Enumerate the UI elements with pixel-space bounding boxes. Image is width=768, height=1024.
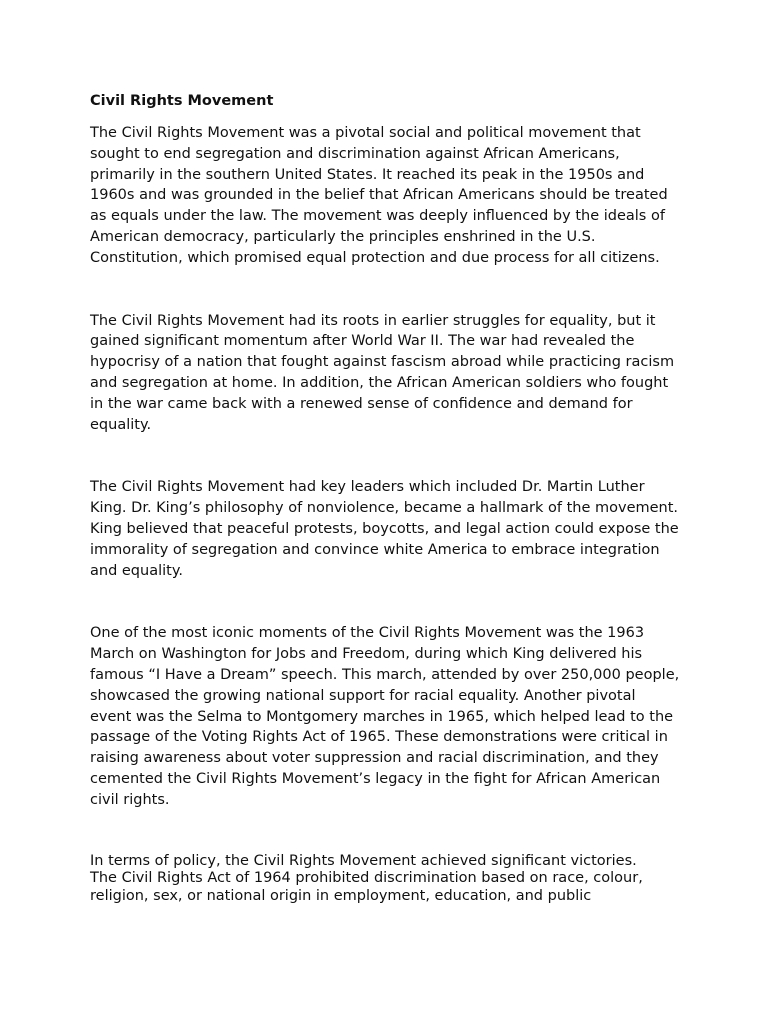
paragraph-iconic-moments: One of the most iconic moments of the Civil Rights Movement was the 1963 March on Washington for Jobs and Freedom, during which King delivered his famous “I Have a Dream” speech. This march, attended by over 250,000 people, showcased the growing national support for racial equality. Another pivotal event was the Selma to Montgomery marches in 1965, which helped lead to the passage of the Voting Rights Act of 1965. These demonstrations were critical in raising awareness about voter suppression and racial discrimination, and they cemented the Civil Rights Movement’s legacy in the fight for African American civil rights. — [90, 625, 680, 808]
paragraph-policy — [90, 853, 680, 906]
paragraph-roots: The Civil Rights Movement had its roots in earlier struggles for equality, but it gained significant momentum after World War II. The war had revealed the hypocrisy of a nation that fought against fascism abroad while practicing racism and segregation at home. In addition, the African American soldiers who fought in the war came back with a renewed sense of confidence and demand for equality. — [90, 312, 675, 433]
document-title: Civil Rights Movement — [90, 93, 274, 109]
paragraph-intro: The Civil Rights Movement was a pivotal social and political movement that sought to end segregation and discrimination against African Americans, primarily in the southern United States. It reached its peak in the 1950s and 1960s and was grounded in the belief that African Americans should be treated as equals under the law. The movement was deeply influenced by the ideals of American democracy, particularly the principles enshrined in the U.S. Constitution, which promised equal protection and due process for all citizens. — [90, 125, 668, 266]
paragraph-policy-rest: The Civil Rights Act of 1964 prohibited discrimination based on race, colour, religion, sex, or national origin in employment, education, and public — [90, 869, 643, 905]
paragraph-policy-first-line: In terms of policy, the Civil Rights Movement achieved significant victories. — [90, 852, 637, 869]
document-page — [90, 91, 680, 948]
paragraph-leaders: The Civil Rights Movement had key leaders which included Dr. Martin Luther King. Dr. King’s philosophy of nonviolence, became a hallmark of the movement. King believed that peaceful protests, boycotts, and legal action could expose the immorality of segregation and convince white America to embrace integration and equality. — [90, 479, 679, 579]
